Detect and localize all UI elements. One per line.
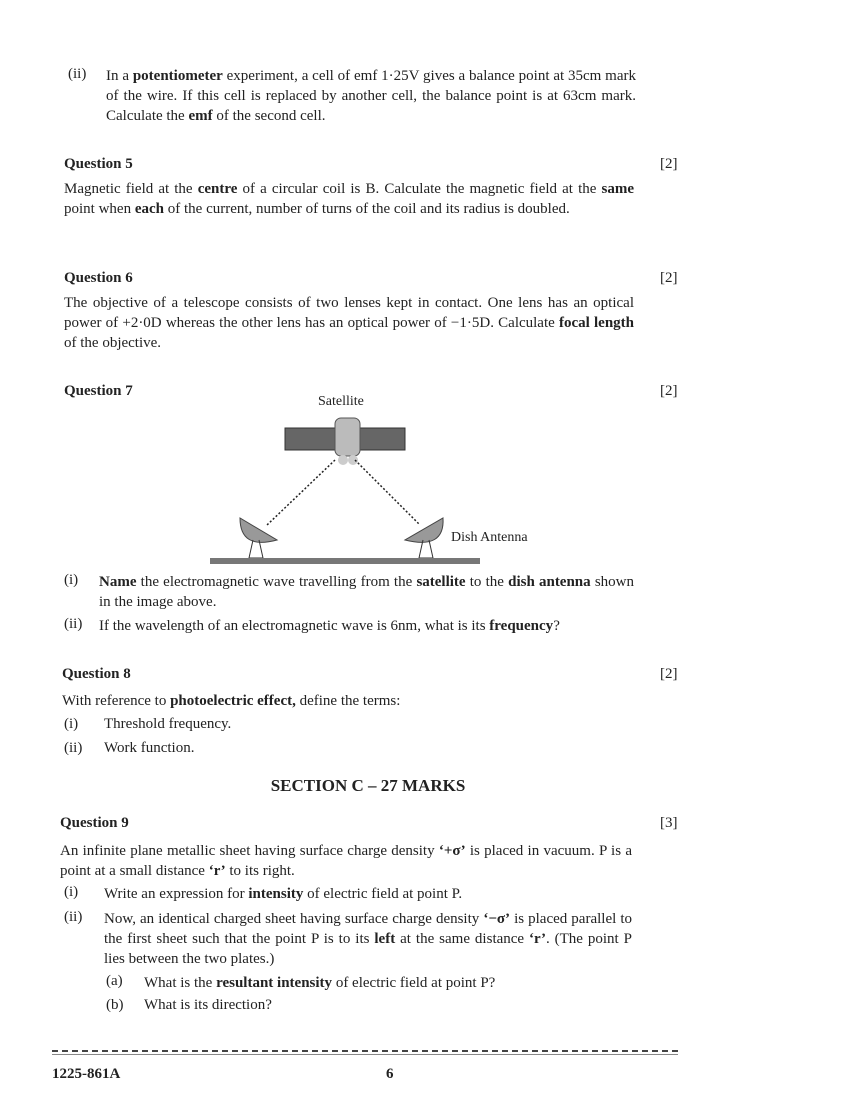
footer-divider (52, 1050, 678, 1052)
page-number: 6 (386, 1066, 394, 1082)
question-7-title: Question 7 (64, 383, 133, 399)
item-label: (i) (64, 716, 79, 732)
question-4-ii-text: In a potentiometer experiment, a cell of emf 1·25V gives a balance point at 35cm mark of the wire. If this cell is replaced by another cell, the balance point is at 63cm mark. Calculate the emf of the second cell. (106, 68, 636, 124)
paper-code: 1225-861A (52, 1066, 121, 1082)
question-6-text: The objective of a telescope consists of two lenses kept in contact. One lens has an optical power of +2·0D whereas the other lens has an optical power of −1·5D. Calculate focal length of the objective. (64, 295, 634, 351)
item-label: (ii) (64, 909, 83, 925)
satellite-label: Satellite (318, 394, 364, 409)
item-label: (i) (64, 884, 79, 900)
ground (210, 558, 480, 564)
section-heading: SECTION C – 27 MARKS (270, 776, 466, 795)
question-7-i-text: Name the electromagnetic wave travelling from the satellite to the dish antenna shown in the image above. (99, 574, 634, 610)
question-8-title: Question 8 (62, 666, 131, 682)
question-5-marks: [2] (660, 156, 678, 172)
question-6-title: Question 6 (64, 270, 133, 286)
satellite-icon (285, 418, 405, 465)
question-9-i-text: Write an expression for intensity of electric field at point P. (104, 886, 463, 902)
question-8-text: With reference to photoelectric effect, define the terms: (62, 693, 401, 709)
satellite-figure (205, 390, 565, 570)
question-9-text: An infinite plane metallic sheet having surface charge density ‘+σ’ is placed in vacuum. P is a point at a small distance ‘r’ to its right. (60, 843, 632, 879)
question-9-ii-text: Now, an identical charged sheet having surface charge density ‘−σ’ is placed parallel to the first sheet such that the point P is to its left at the same distance ‘r’. (The point P lies between the two plates.) (104, 911, 632, 967)
signal-path (267, 460, 420, 525)
question-7-marks: [2] (660, 383, 678, 399)
dish-antenna-right-icon (405, 518, 443, 558)
question-7-ii-text: If the wavelength of an electromagnetic wave is 6nm, what is its frequency? (99, 618, 560, 634)
question-9-title: Question 9 (60, 815, 129, 831)
item-label: (ii) (64, 740, 83, 756)
question-9-b-text: What is its direction? (144, 997, 272, 1013)
question-5-text: Magnetic field at the centre of a circular coil is B. Calculate the magnetic field at the same point when each of the current, number of turns of the coil and its radius is doubled. (64, 181, 635, 217)
dish-antenna-left-icon (240, 518, 277, 558)
question-5-title: Question 5 (64, 156, 133, 172)
item-label: (a) (106, 973, 123, 989)
question-8-i-text: Threshold frequency. (104, 716, 232, 732)
dish-antenna-label: Dish Antenna (451, 530, 528, 545)
question-8-ii-text: Work function. (104, 740, 195, 756)
item-label: (i) (64, 572, 79, 588)
question-9-marks: [3] (660, 815, 678, 831)
question-8-marks: [2] (660, 666, 678, 682)
item-label: (b) (106, 997, 124, 1013)
item-label: (ii) (64, 616, 83, 632)
question-6-marks: [2] (660, 270, 678, 286)
question-9-a-text: What is the resultant intensity of electric field at point P? (144, 975, 496, 991)
item-label: (ii) (68, 66, 87, 82)
footer-divider (52, 1054, 678, 1055)
